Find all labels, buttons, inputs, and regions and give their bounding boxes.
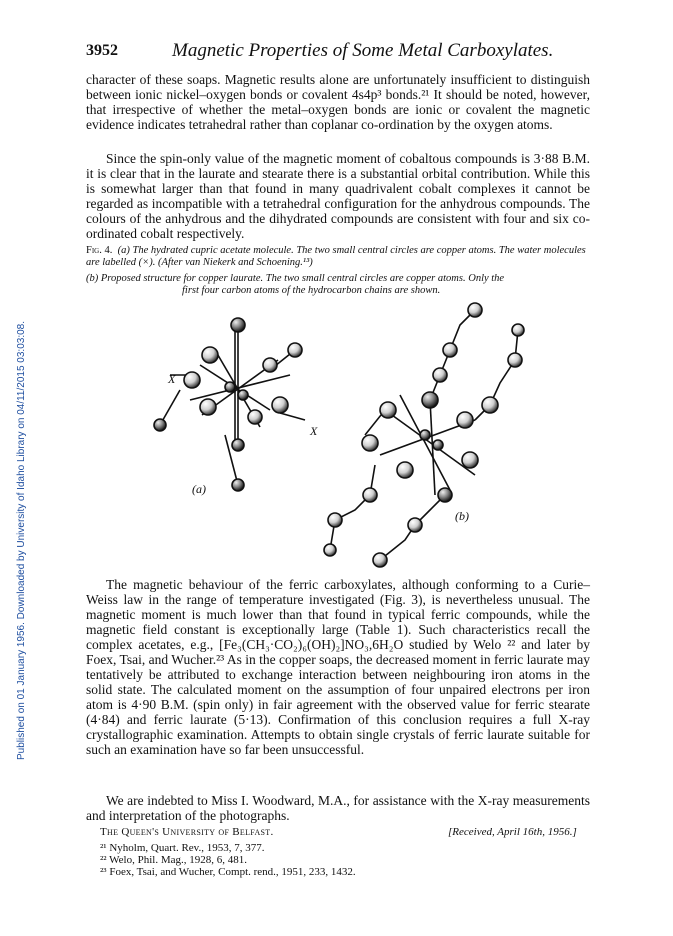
running-header	[86, 40, 590, 64]
paragraph-cobaltous: Since the spin-only value of the magnetic moment of cobaltous compounds is 3·88 B.M. it is clear that in the laurate and stearate there is a substantial orbital contribution. While this is somewhat larger than that found in many quadrivalent cobalt complexes it cannot be regarded as incompatible with a tetrahedral configuration for the anhydrous compounds. The colours of the anhydrous and the dihydrated compounds are consistent with four and six co-ordinated cobalt respectively.	[86, 151, 590, 241]
page-number: 3952	[86, 42, 118, 59]
figure-caption-b-line1: (b) Proposed structure for copper laurate. The two small central circles are copper atoms. Only the	[86, 273, 505, 284]
paragraph-soaps: character of these soaps. Magnetic results alone are unfortunately insufficient to distinguish between ionic nickel–oxygen bonds or covalent 4s4p³ bonds.²¹ It should be noted, however, that irrespective of whether the metal–oxygen bonds are ionic or covalent the magnetic evidence indicates tetrahedral rather than coplanar co-ordination by the oxygen atoms.	[86, 72, 590, 132]
molecule-drawings	[130, 295, 540, 570]
molecule-b	[324, 303, 524, 567]
reference-21: ²¹ Nyholm, Quart. Rev., 1953, 7, 377.	[100, 842, 265, 854]
running-title: Magnetic Properties of Some Metal Carboxylates.	[172, 40, 554, 61]
references-list	[100, 842, 356, 878]
reference-22: ²² Welo, Phil. Mag., 1928, 6, 481.	[100, 854, 247, 866]
paragraph-ferric: The magnetic behaviour of the ferric carboxylates, although conforming to a Curie–Weiss law in the range of temperature investigated (Fig. 3), is nevertheless unusual. The magnetic moment is much lower than that found in typical ferric compounds, while the magnetic field constant is exceptionally large (Table 1). Such characteristics recall the complex acetates, e.g., [Fe₃(CH₃·CO₂)₆(OH)₂]NO₃,6H₂O studied by Welo ²² and later by Foex, Tsai, and Wucher.²³ As in the copper soaps, the decreased moment in ferric laurate may tentatively be attributed to exchange interaction between neighbouring iron atoms in the solid state. The calculated moment on the assumption of four unpaired electrons per iron atom is 4·90 B.M. (spin only) in fair agreement with the observed value for ferric stearate (4·84) and ferric laurate (5·13). Confirmation of this conclusion requires a full X-ray crystallographic examination. Attempts to obtain single crystals of ferric laurate suitable for such an examination have so far been unsuccessful.	[86, 577, 590, 757]
figure-label-b: (b)	[455, 509, 469, 523]
water-label-x-left: X	[168, 372, 176, 386]
figure-caption-b	[86, 273, 590, 297]
water-label-x-right: X	[310, 424, 318, 438]
molecule-figure	[130, 295, 540, 570]
figure-caption-b-line2: first four carbon atoms of the hydrocarbon chains are shown.	[182, 285, 441, 296]
received-date: [Received, April 16th, 1956.]	[448, 826, 577, 838]
download-watermark	[2, 160, 27, 760]
figure-caption-label: Fig. 4.	[86, 245, 113, 256]
paragraph-acknowledgement: We are indebted to Miss I. Woodward, M.A., for assistance with the X-ray measurements and interpretation of the photographs.	[86, 793, 590, 823]
download-watermark-text: Published on 01 January 1956. Downloaded by University of Idaho Library on 04/11/2015 03:03:08.	[16, 320, 27, 760]
molecule-a	[154, 318, 305, 491]
figure-label-a: (a)	[192, 482, 206, 496]
figure-caption-a-text: (a) The hydrated cupric acetate molecule. The two small central circles are copper atoms. The water molecules are labelled (×). (After van Niekerk and Schoening.¹³)	[86, 245, 586, 268]
figure-caption-a	[86, 245, 590, 269]
reference-23: ²³ Foex, Tsai, and Wucher, Compt. rend., 1951, 233, 1432.	[100, 866, 356, 878]
institution-address: The Queen's University of Belfast.	[100, 826, 274, 838]
